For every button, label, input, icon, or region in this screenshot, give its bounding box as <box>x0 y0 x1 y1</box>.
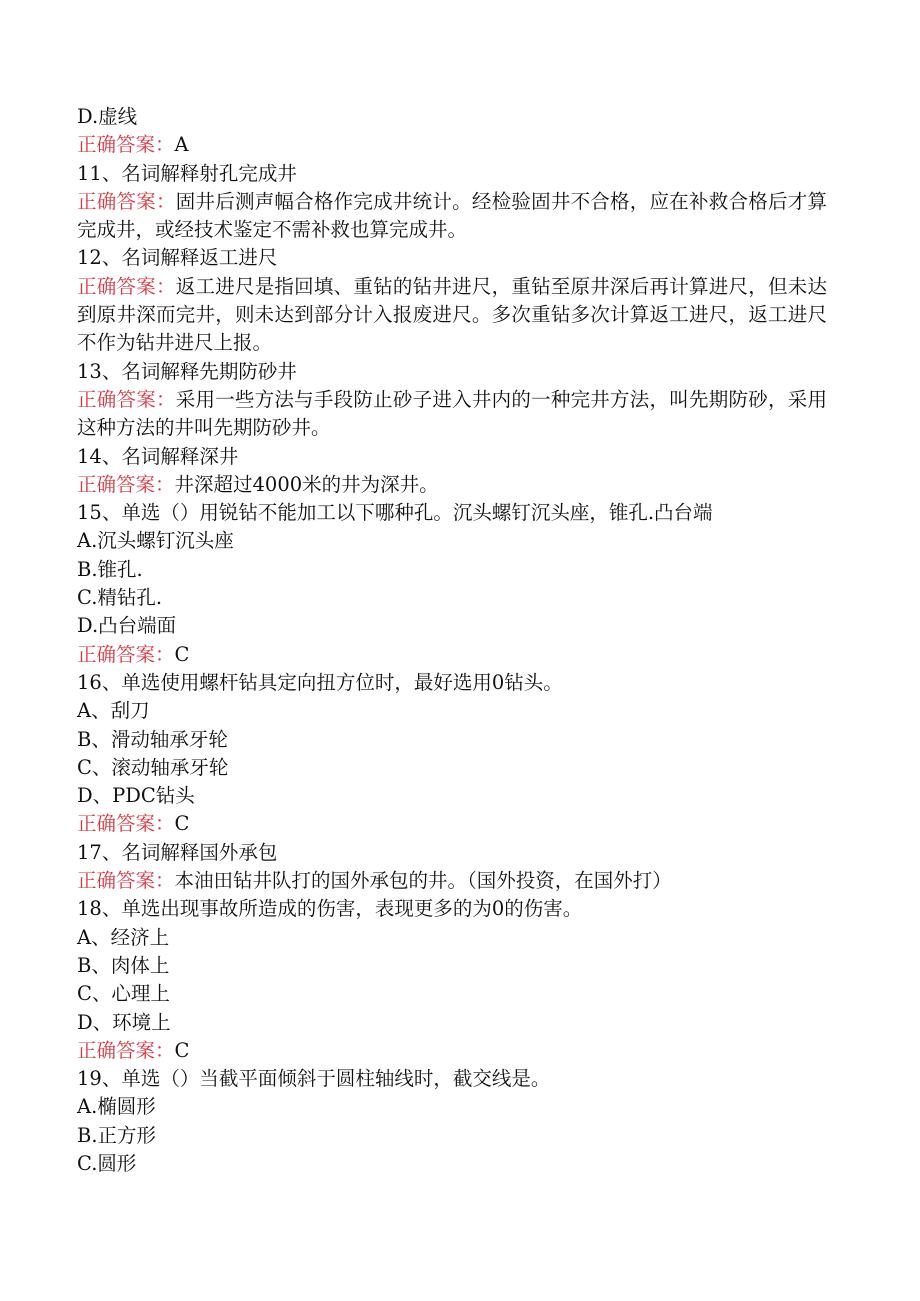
answer-text: 固井后测声幅合格作完成井统计。经检验固井不合格，应在补救合格后才算完成井，或经技术鉴定不需补救也算完成井。 <box>77 189 827 242</box>
answer-text: 返工进尺是指回填、重钻的钻井进尺，重钻至原井深后再计算进尺，但未达到原井深而完井，则未达到部分计入报废进尺。多次重钻多次计算返工进尺，返工进尺不作为钻井进尺上报。 <box>77 274 827 355</box>
answer-label: 正确答案： <box>77 274 176 298</box>
option-line: D、环境上 <box>77 1010 171 1034</box>
question-line: 14、名词解释深井 <box>77 444 239 468</box>
answer-label: 正确答案： <box>77 387 176 411</box>
answer-line <box>77 810 827 838</box>
answer-line <box>77 188 827 245</box>
option-line: D、PDC钻头 <box>77 784 195 808</box>
answer-text: 本油田钻井队打的国外承包的井。（国外投资，在国外打） <box>174 869 672 893</box>
answer-line <box>77 641 827 669</box>
option-line: C.精钻孔. <box>77 586 163 610</box>
question-line: 18、单选出现事故所造成的伤害，表现更多的为0的伤害。 <box>77 897 583 921</box>
answer-label: 正确答案： <box>77 642 175 666</box>
option-line: A.沉头螺钉沉头座 <box>77 529 234 553</box>
answer-text: 采用一些方法与手段防止砂子进入井内的一种完井方法，叫先期防砂，采用这种方法的井叫先期防砂井。 <box>77 387 827 440</box>
option-line: C、心理上 <box>77 982 170 1006</box>
document-content <box>77 103 827 1178</box>
option-line: D.虚线 <box>77 105 138 128</box>
option-line: B.锥孔. <box>77 557 143 581</box>
answer-line <box>77 471 827 499</box>
option-line: C、滚动轴承牙轮 <box>77 755 229 779</box>
question-line: 12、名词解释返工进尺 <box>77 246 278 270</box>
option-line: D.凸台端面 <box>77 614 177 638</box>
option-line: B、肉体上 <box>77 953 170 977</box>
option-line: A.椭圆形 <box>77 1095 156 1119</box>
answer-label: 正确答案： <box>77 1038 175 1062</box>
answer-line <box>77 386 827 443</box>
question-line: 11、名词解释射孔完成井 <box>77 161 297 185</box>
answer-text: C <box>174 1038 190 1062</box>
answer-label: 正确答案： <box>77 472 175 496</box>
option-line: A、经济上 <box>77 925 170 949</box>
answer-label: 正确答案： <box>77 133 175 157</box>
question-line: 15、单选（）用锐钻不能加工以下哪种孔。沉头螺钉沉头座，锥孔.凸台端 <box>77 501 713 525</box>
answer-label: 正确答案： <box>77 869 175 893</box>
question-line: 17、名词解释国外承包 <box>77 840 278 864</box>
answer-text: C <box>174 642 190 666</box>
answer-label: 正确答案： <box>77 189 176 213</box>
question-line: 16、单选使用螺杆钻具定向扭方位时，最好选用0钻头。 <box>77 670 563 694</box>
option-line: B.正方形 <box>77 1123 157 1147</box>
answer-line <box>77 867 827 895</box>
option-line: B、滑动轴承牙轮 <box>77 727 228 751</box>
answer-line <box>77 273 827 358</box>
answer-text: C <box>174 812 190 836</box>
question-line: 19、单选（）当截平面倾斜于圆柱轴线时，截交线是。 <box>77 1067 551 1091</box>
option-line: A、刮刀 <box>77 699 150 723</box>
answer-line <box>77 131 827 159</box>
question-line: 13、名词解释先期防砂井 <box>77 359 297 383</box>
answer-text: 井深超过4000米的井为深井。 <box>174 472 439 496</box>
answer-label: 正确答案： <box>77 812 175 836</box>
option-line: C.圆形 <box>77 1151 137 1175</box>
answer-text: A <box>174 133 189 157</box>
answer-line <box>77 1037 827 1065</box>
